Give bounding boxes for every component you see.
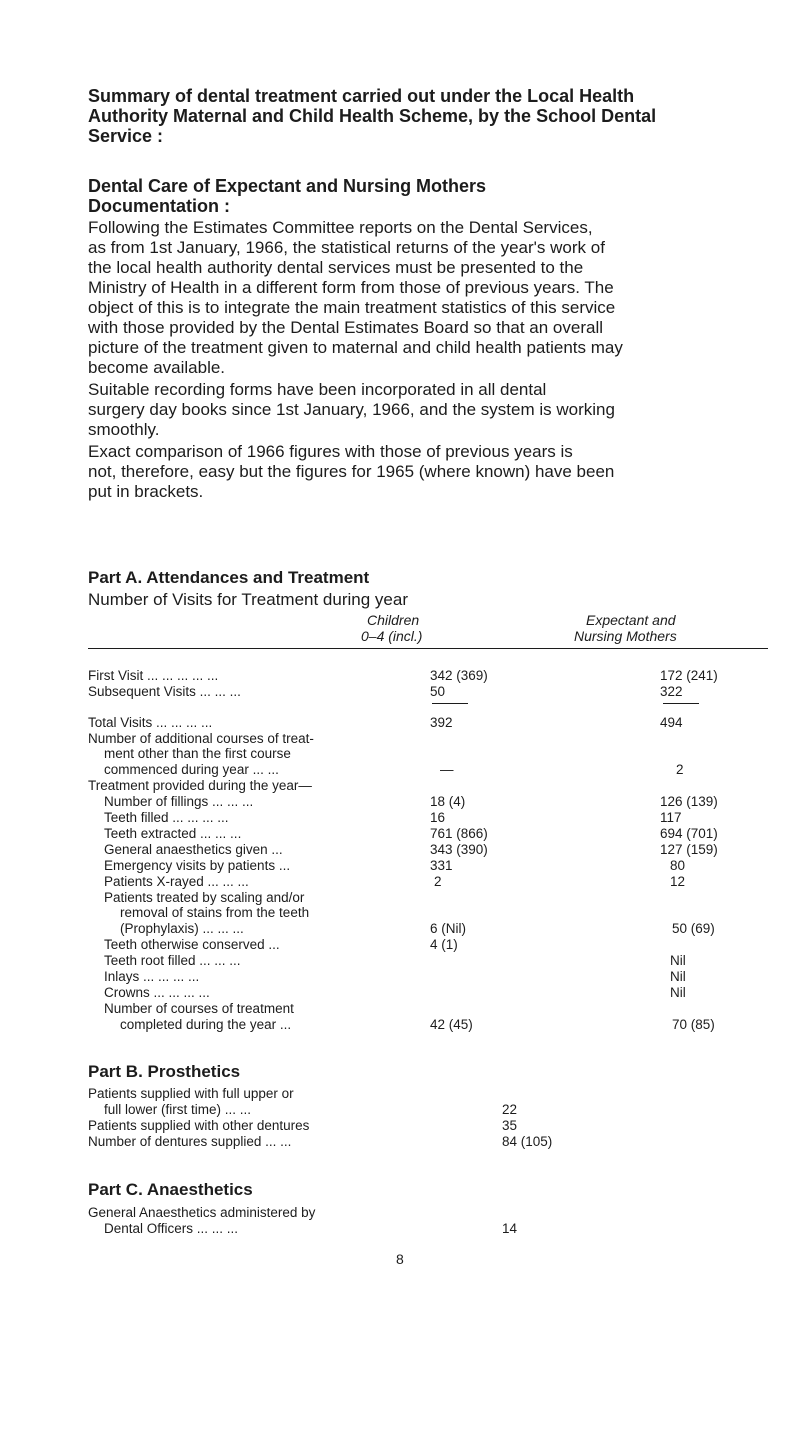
row-label: Teeth filled ... ... ... ... (104, 810, 229, 825)
cell-value: 84 (105) (502, 1134, 553, 1149)
cell-children: 331 (430, 858, 453, 873)
row-label: First Visit ... ... ... ... ... (88, 668, 219, 683)
cell-mothers: 126 (139) (660, 794, 718, 809)
row-label: Patients supplied with other dentures (88, 1118, 310, 1133)
cell-children: 6 (Nil) (430, 921, 466, 936)
row-label: Teeth extracted ... ... ... (104, 826, 242, 841)
row-label: completed during the year ... (120, 1017, 292, 1032)
cell-children: 342 (369) (430, 668, 488, 683)
part-b-title: Part B. Prosthetics (88, 1062, 241, 1081)
cell-children: 392 (430, 715, 453, 730)
para1-line: picture of the treatment given to maternal and child health patients may (88, 338, 623, 357)
para3-line: put in brackets. (88, 482, 204, 501)
cell-mothers: 12 (670, 874, 686, 889)
subtotal-rule-mothers (663, 703, 699, 704)
cell-children: 18 (4) (430, 794, 466, 809)
row-label: Patients X-rayed ... ... ... (104, 874, 249, 889)
cell-children: 761 (866) (430, 826, 488, 841)
cell-value: 35 (502, 1118, 518, 1133)
section-title-2: Documentation : (88, 196, 230, 216)
section-heading (88, 176, 778, 216)
cell-mothers: 117 (660, 810, 682, 825)
heading-line-2: Authority Maternal and Child Health Scheme, by the School Dental (88, 106, 657, 126)
heading-line-1: Summary of dental treatment carried out under the Local Health (88, 86, 635, 106)
heading-line-3: Service : (88, 126, 164, 146)
para1-line: the local health authority dental services must be presented to the (88, 258, 584, 277)
part-a-title: Part A. Attendances and Treatment (88, 568, 370, 587)
cell-value: 22 (502, 1102, 518, 1117)
col-mothers-header-1: Expectant and (586, 612, 676, 628)
cell-mothers: 80 (670, 858, 686, 873)
subtotal-rule-children (432, 703, 468, 704)
cell-mothers: 694 (701) (660, 826, 718, 841)
section-title-1: Dental Care of Expectant and Nursing Mothers (88, 176, 487, 196)
page-number: 8 (396, 1251, 404, 1267)
cell-mothers: 70 (85) (672, 1017, 715, 1032)
para2-line: surgery day books since 1st January, 1966, and the system is working (88, 400, 615, 419)
para3-line: not, therefore, easy but the figures for 1965 (where known) have been (88, 462, 615, 481)
cell-mothers: Nil (670, 985, 686, 1000)
row-label: Treatment provided during the year— (88, 778, 312, 793)
para1-line: Following the Estimates Committee reports on the Dental Services, (88, 218, 593, 237)
header-rule (88, 648, 768, 649)
row-label: Crowns ... ... ... ... (104, 985, 210, 1000)
part-c-title: Part C. Anaesthetics (88, 1180, 253, 1199)
row-label: Total Visits ... ... ... ... (88, 715, 213, 730)
cell-children: 4 (1) (430, 937, 458, 952)
cell-children: 343 (390) (430, 842, 488, 857)
para3-line: Exact comparison of 1966 figures with those of previous years is (88, 442, 573, 461)
row-label: Emergency visits by patients ... (104, 858, 291, 873)
row-label: Dental Officers ... ... ... (104, 1221, 239, 1236)
row-label: Patients supplied with full upper or (88, 1086, 294, 1101)
row-label: Subsequent Visits ... ... ... (88, 684, 241, 699)
para1-line: become available. (88, 358, 226, 377)
row-label: Teeth otherwise conserved ... (104, 937, 280, 952)
row-label: full lower (first time) ... ... (104, 1102, 252, 1117)
row-label: General Anaesthetics administered by (88, 1205, 316, 1220)
cell-children: 16 (430, 810, 446, 825)
para2-line: smoothly. (88, 420, 160, 439)
row-label: Number of courses of treatment (104, 1001, 294, 1016)
para1-line: with those provided by the Dental Estimates Board so that an overall (88, 318, 604, 337)
cell-children: 50 (430, 684, 446, 699)
cell-mothers: 50 (69) (672, 921, 715, 936)
row-label: Number of fillings ... ... ... (104, 794, 254, 809)
col-mothers-header-2: Nursing Mothers (574, 628, 677, 644)
col-children-header-2: 0–4 (incl.) (361, 628, 423, 644)
col-children-header-1: Children (367, 612, 420, 628)
cell-children: 42 (45) (430, 1017, 473, 1032)
main-heading (88, 86, 778, 146)
row-label: Number of additional courses of treat- (88, 731, 314, 746)
cell-children: — (440, 762, 454, 777)
cell-mothers: 322 (660, 684, 683, 699)
para1-line: as from 1st January, 1966, the statistical returns of the year's work of (88, 238, 605, 257)
row-label: Teeth root filled ... ... ... (104, 953, 241, 968)
paragraph-2 (88, 380, 778, 440)
row-label: (Prophylaxis) ... ... ... (120, 921, 244, 936)
cell-mothers: 127 (159) (660, 842, 718, 857)
row-label: Inlays ... ... ... ... (104, 969, 200, 984)
row-label: commenced during year ... ... (104, 762, 279, 777)
cell-value: 14 (502, 1221, 518, 1236)
row-label: removal of stains from the teeth (120, 905, 310, 920)
row-label: ment other than the first course (104, 746, 291, 761)
cell-mothers: 172 (241) (660, 668, 718, 683)
cell-mothers: 2 (676, 762, 684, 777)
row-label: General anaesthetics given ... (104, 842, 283, 857)
cell-children: 2 (434, 874, 442, 889)
part-a-subtitle: Number of Visits for Treatment during year (88, 590, 408, 609)
para1-line: Ministry of Health in a different form from those of previous years. The (88, 278, 614, 297)
row-label: Patients treated by scaling and/or (104, 890, 305, 905)
row-label: Number of dentures supplied ... ... (88, 1134, 292, 1149)
paragraph-1 (88, 218, 778, 378)
paragraph-3 (88, 442, 778, 502)
para1-line: object of this is to integrate the main treatment statistics of this service (88, 298, 616, 317)
cell-mothers: Nil (670, 953, 686, 968)
cell-mothers: Nil (670, 969, 686, 984)
para2-line: Suitable recording forms have been incorporated in all dental (88, 380, 547, 399)
cell-mothers: 494 (660, 715, 683, 730)
